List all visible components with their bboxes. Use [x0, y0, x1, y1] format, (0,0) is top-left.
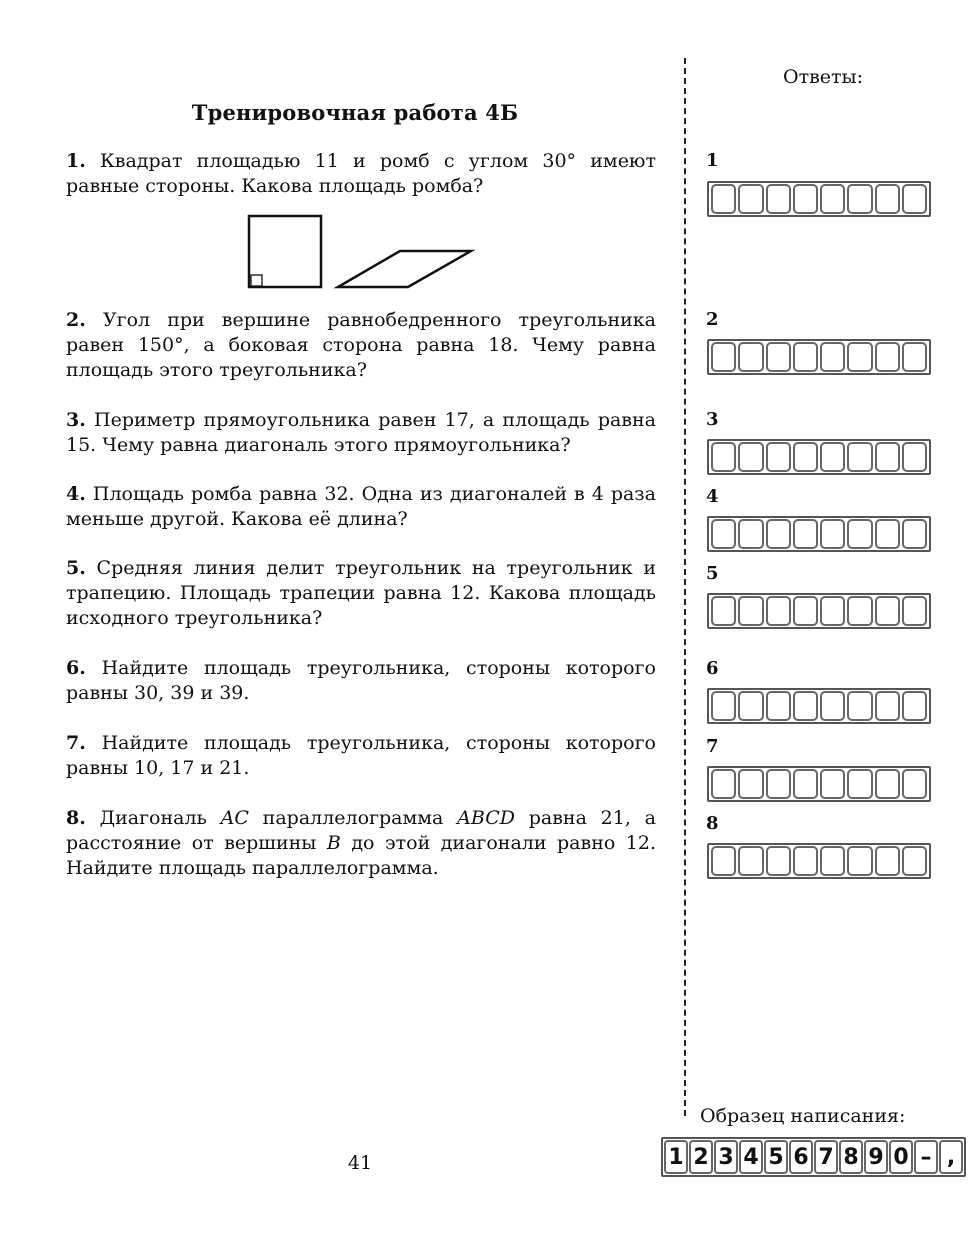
square-and-rhombus-figure [245, 212, 475, 292]
answer-cell[interactable] [738, 596, 763, 626]
answer-field-4[interactable] [707, 516, 931, 552]
problem-number: 5. [66, 557, 86, 579]
dashed-divider [684, 58, 686, 1116]
answer-cell[interactable] [793, 596, 818, 626]
answer-cell[interactable] [711, 596, 736, 626]
problem-2 [66, 308, 656, 383]
answer-cell[interactable] [875, 442, 900, 472]
answer-cell[interactable] [902, 442, 927, 472]
answer-number-7: 7 [706, 736, 719, 757]
answer-cell[interactable] [766, 442, 791, 472]
rhombus-shape [338, 251, 471, 287]
answer-field-3[interactable] [707, 439, 931, 475]
problem-8 [66, 806, 656, 881]
answer-cell[interactable] [793, 519, 818, 549]
problem-5 [66, 556, 656, 631]
answer-number-4: 4 [706, 486, 719, 507]
answer-cell[interactable] [793, 691, 818, 721]
answer-cell[interactable] [902, 596, 927, 626]
answer-cell[interactable] [738, 691, 763, 721]
answer-number-1: 1 [706, 150, 719, 171]
answer-cell[interactable] [711, 519, 736, 549]
problem-7 [66, 731, 656, 781]
answer-cell[interactable] [711, 846, 736, 876]
answer-cell[interactable] [793, 769, 818, 799]
answer-cell[interactable] [847, 184, 872, 214]
answer-cell[interactable] [711, 184, 736, 214]
answer-cell[interactable] [766, 519, 791, 549]
answer-field-1[interactable] [707, 181, 931, 217]
answer-cell[interactable] [847, 596, 872, 626]
answer-cell[interactable] [902, 769, 927, 799]
answer-cell[interactable] [793, 442, 818, 472]
answer-number-3: 3 [706, 409, 719, 430]
problem-text: Квадрат площадью 11 и ромб с углом 30° имеют равные стороны. Какова площадь ромба? [66, 150, 656, 197]
answer-cell[interactable] [902, 691, 927, 721]
sample-digit: 7 [814, 1140, 838, 1174]
page-title: Тренировочная работа 4Б [191, 100, 519, 125]
sample-digit: 3 [714, 1140, 738, 1174]
answer-cell[interactable] [902, 184, 927, 214]
answer-cell[interactable] [847, 519, 872, 549]
answer-cell[interactable] [738, 442, 763, 472]
answer-cell[interactable] [875, 769, 900, 799]
answer-cell[interactable] [902, 846, 927, 876]
page-number: 41 [347, 1152, 373, 1174]
answer-cell[interactable] [793, 846, 818, 876]
answer-number-2: 2 [706, 309, 719, 330]
variable-ac: AC [220, 807, 249, 829]
answer-field-7[interactable] [707, 766, 931, 802]
answer-cell[interactable] [875, 596, 900, 626]
answer-cell[interactable] [820, 846, 845, 876]
answer-cell[interactable] [820, 519, 845, 549]
answer-number-5: 5 [706, 563, 719, 584]
answers-label: Ответы: [783, 66, 864, 88]
answer-cell[interactable] [711, 442, 736, 472]
sample-digit: 4 [739, 1140, 763, 1174]
problem-number: 8. [66, 807, 86, 829]
problem-number: 3. [66, 409, 86, 431]
answer-cell[interactable] [793, 342, 818, 372]
answer-cell[interactable] [766, 691, 791, 721]
answer-cell[interactable] [820, 691, 845, 721]
answer-cell[interactable] [902, 342, 927, 372]
answer-cell[interactable] [820, 442, 845, 472]
problem-text-part: до этой диагонали равно 12. Найдите площадь параллелограмма. [66, 832, 656, 879]
answer-cell[interactable] [766, 769, 791, 799]
problem-number: 1. [66, 150, 86, 172]
right-angle-mark [251, 275, 262, 286]
answer-cell[interactable] [711, 342, 736, 372]
answer-cell[interactable] [847, 442, 872, 472]
answer-cell[interactable] [766, 342, 791, 372]
sample-digit: 2 [689, 1140, 713, 1174]
variable-abcd: ABCD [457, 807, 515, 829]
sample-digit: 8 [839, 1140, 863, 1174]
square-shape [249, 216, 321, 287]
answer-cell[interactable] [847, 846, 872, 876]
sample-digit: 5 [764, 1140, 788, 1174]
problem-text-part: равна 21, а расстояние от вершины [66, 807, 656, 854]
problem-text-part: Диагональ [99, 807, 221, 829]
answer-cell[interactable] [738, 184, 763, 214]
answer-cell[interactable] [820, 184, 845, 214]
problem-text: Найдите площадь треугольника, стороны которого равны 30, 39 и 39. [66, 657, 656, 704]
answer-number-8: 8 [706, 813, 719, 834]
answer-cell[interactable] [847, 691, 872, 721]
problem-4 [66, 482, 656, 532]
answer-cell[interactable] [820, 342, 845, 372]
answer-cell[interactable] [847, 769, 872, 799]
answer-cell[interactable] [766, 596, 791, 626]
sample-digit: , [939, 1140, 963, 1174]
problem-text: Средняя линия делит треугольник на треугольник и трапецию. Площадь трапеции равна 12. Какова площадь исходного треугольника? [66, 557, 656, 629]
sample-digit: 0 [889, 1140, 913, 1174]
sample-digit: 9 [864, 1140, 888, 1174]
answer-cell[interactable] [738, 769, 763, 799]
answer-cell[interactable] [875, 342, 900, 372]
answer-field-8[interactable] [707, 843, 931, 879]
problem-number: 4. [66, 483, 86, 505]
problem-text: Найдите площадь треугольника, стороны которого равны 10, 17 и 21. [66, 732, 656, 779]
problem-text: Периметр прямоугольника равен 17, а площадь равна 15. Чему равна диагональ этого прямоугольника? [66, 409, 656, 456]
answer-cell[interactable] [820, 596, 845, 626]
answer-field-5[interactable] [707, 593, 931, 629]
answer-cell[interactable] [820, 769, 845, 799]
problem-6 [66, 656, 656, 706]
problem-text-part: параллелограмма [248, 807, 458, 829]
answer-cell[interactable] [902, 519, 927, 549]
answer-cell[interactable] [793, 184, 818, 214]
answer-cell[interactable] [847, 342, 872, 372]
answer-field-2[interactable] [707, 339, 931, 375]
answer-cell[interactable] [711, 691, 736, 721]
answer-field-6[interactable] [707, 688, 931, 724]
answer-cell[interactable] [738, 342, 763, 372]
variable-b: B [326, 832, 341, 854]
sample-digits-row [661, 1137, 966, 1177]
problem-1 [66, 149, 656, 199]
answer-cell[interactable] [738, 519, 763, 549]
answer-cell[interactable] [738, 846, 763, 876]
sample-label: Образец написания: [700, 1105, 906, 1127]
answer-cell[interactable] [875, 691, 900, 721]
sample-digit: 6 [789, 1140, 813, 1174]
answer-cell[interactable] [875, 846, 900, 876]
problem-number: 2. [66, 309, 86, 331]
sample-digit: – [914, 1140, 938, 1174]
answer-cell[interactable] [711, 769, 736, 799]
problem-text: Площадь ромба равна 32. Одна из диагоналей в 4 раза меньше другой. Какова её длина? [66, 483, 656, 530]
answer-cell[interactable] [766, 846, 791, 876]
problem-3 [66, 408, 656, 458]
answer-cell[interactable] [875, 519, 900, 549]
problem-number: 6. [66, 657, 86, 679]
answer-cell[interactable] [766, 184, 791, 214]
problem-number: 7. [66, 732, 86, 754]
answer-number-6: 6 [706, 658, 719, 679]
answer-cell[interactable] [875, 184, 900, 214]
sample-digit: 1 [664, 1140, 688, 1174]
problem-text: Угол при вершине равнобедренного треугольника равен 150°, а боковая сторона равна 18. Чему равна площадь этого треугольника? [66, 309, 656, 381]
